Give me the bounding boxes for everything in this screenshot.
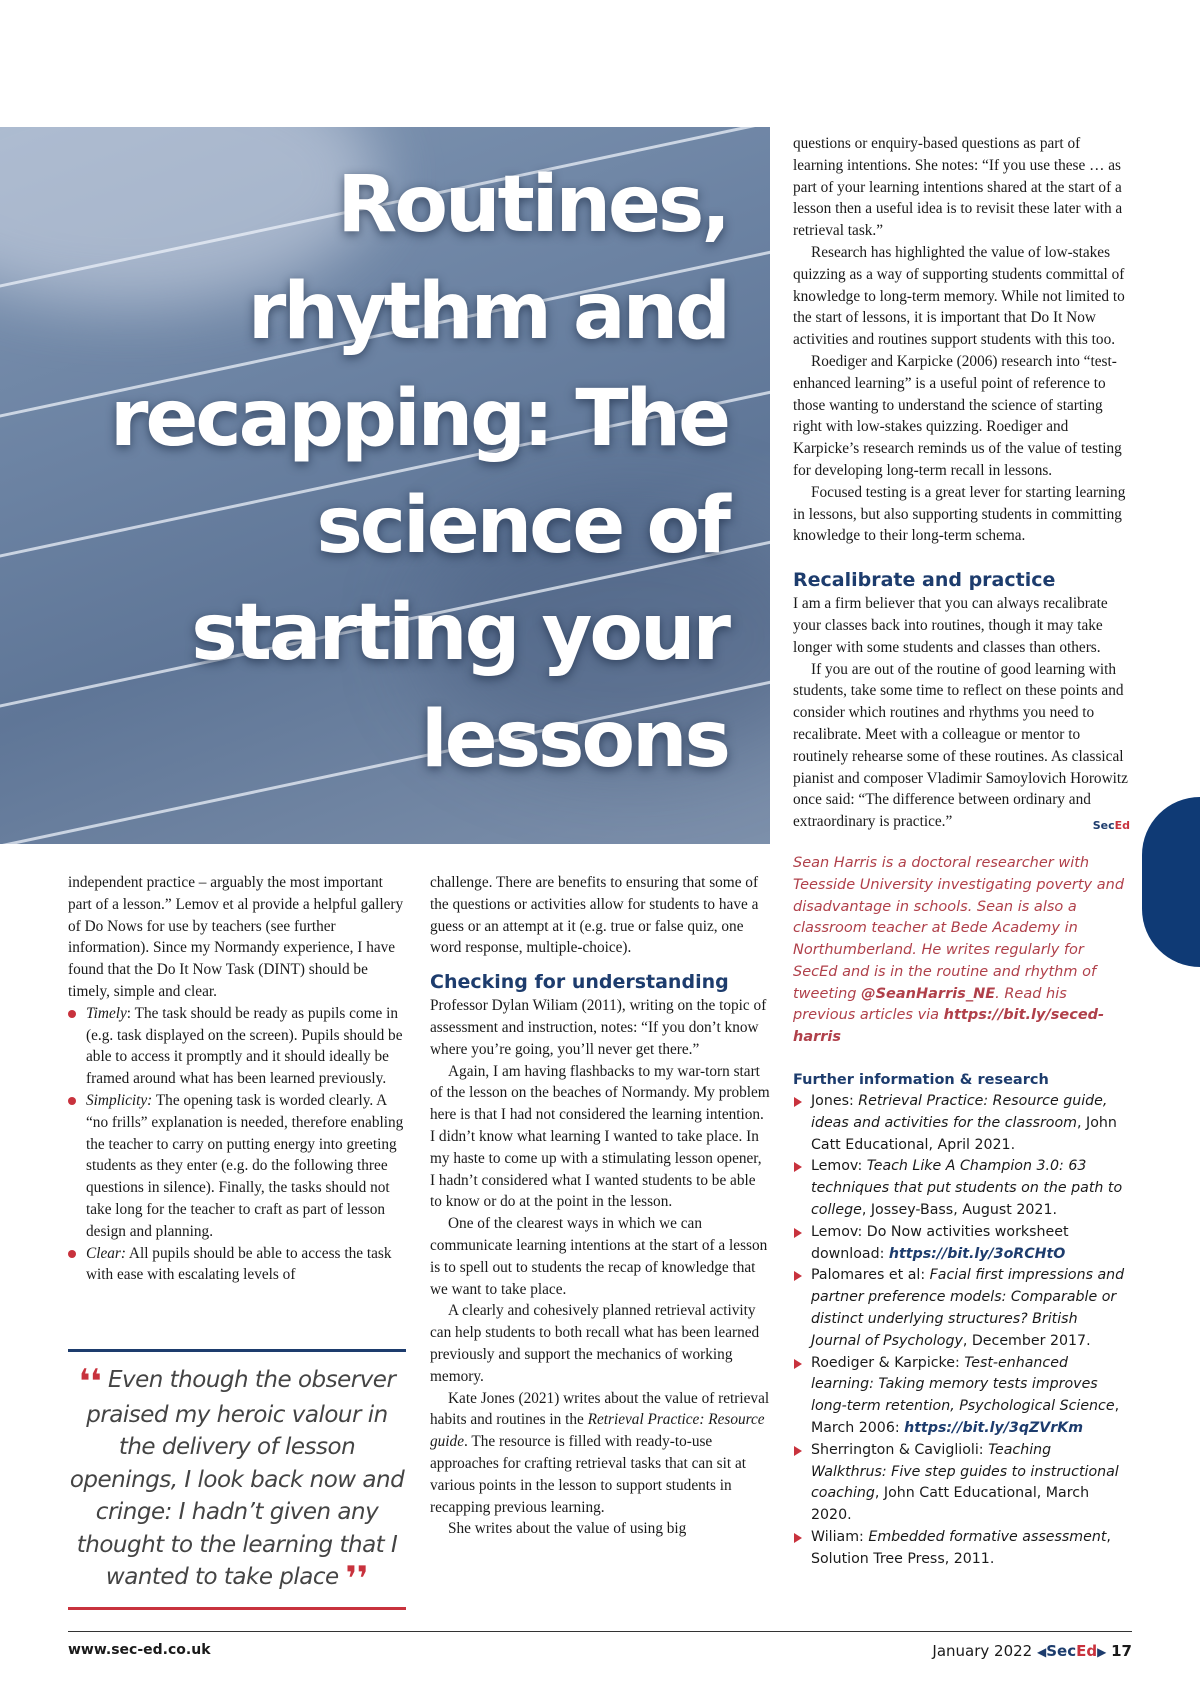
pull-quote [68, 1349, 406, 1610]
issue-date: January 2022 [932, 1642, 1033, 1660]
list-item: Lemov: Teach Like A Champion 3.0: 63 techniques that put students on the path to college, Jossey-Bass, August 2021. [793, 1156, 1130, 1221]
page-edge-tab [1142, 797, 1200, 967]
twitter-handle[interactable]: @SeanHarris_NE [861, 985, 996, 1002]
paragraph: A clearly and cohesively planned retrieval activity can help students to both recall what has been learned previously and support the mechanics of working memory. [430, 1302, 760, 1385]
paragraph: Research has highlighted the value of low-stakes quizzing as a way of supporting students committal of knowledge to long-term memory. While not limited to the start of lessons, it is important that Do It Now activities and routines support students with this too. [793, 243, 1125, 349]
open-quote-icon: ❛❛ [78, 1362, 102, 1402]
arrow-bullet-icon [794, 1271, 802, 1281]
list-item: Simplicity: The opening task is worded clearly. A “no frills” explanation is needed, therefore enabling the teacher to carry on putting energy into greeting students as they enter (e.g. do the following three questions in silence). Finally, the tasks should not take long for the teacher to craft as part of lesson design and planning. [68, 1090, 408, 1243]
list-item: Sherrington & Caviglioli: Teaching Walkthrus: Five step guides to instructional coaching, John Catt Educational, March 2020. [793, 1440, 1130, 1527]
arrow-bullet-icon [794, 1162, 802, 1172]
list-item: Clear: All pupils should be able to access the task with ease with escalating levels of [68, 1243, 408, 1287]
paragraph: Again, I am having flashbacks to my war-torn start of the lesson on the beaches of Normandy. My problem here is that I had not considered the learning intention. I didn’t know what learning I wanted to take place. In my haste to come up with a stimulating lesson opener, I hadn’t considered what I wanted students to be able to know or do at the point in the lesson. [430, 1062, 770, 1211]
paragraph: If you are out of the routine of good learning with students, take some time to reflect on these points and consider which routines and rhythms you need to recalibrate. Meet with a colleague or mentor to routinely rehearse some of these routines. As classical pianist and composer Vladimir Samoylovich Horowitz once said: “The difference between ordinary and extraordinary is practice.” SecEd [793, 659, 1130, 833]
hero-image [0, 127, 770, 844]
close-quote-icon: ❜❜ [345, 1559, 369, 1599]
left-arrow-icon: ◀ [1037, 1645, 1047, 1659]
bullet-icon [68, 1010, 76, 1018]
footer-info [932, 1642, 1132, 1660]
section-heading: Checking for understanding [430, 971, 729, 994]
right-arrow-icon: ▶ [1097, 1645, 1107, 1659]
paragraph: One of the clearest ways in which we can communicate learning intentions at the start of a lesson is to spell out to students the recap of knowledge that we want to take place. [430, 1215, 768, 1298]
dint-list [68, 1003, 408, 1286]
brand-logo: SecEd [1046, 1642, 1098, 1660]
arrow-bullet-icon [794, 1446, 802, 1456]
paragraph: I am a firm believer that you can always recalibrate your classes back into routines, though it may take longer with some students and classes than others. [793, 595, 1108, 656]
page-number: 17 [1111, 1642, 1132, 1660]
list-item: Palomares et al: Facial first impressions and partner preference models: Comparable or distinct underlying structures? British Journal of Psychology, December 2017. [793, 1265, 1130, 1352]
paragraph: Roediger and Karpicke (2006) research into “test-enhanced learning” is a useful point of reference to those wanting to understand the science of starting right with low-stakes quizzing. Roediger and Karpicke’s research reminds us of the value of testing for developing long-term recall in lessons. [793, 352, 1122, 479]
arrow-bullet-icon [794, 1533, 802, 1543]
articles-link[interactable]: https://bit.ly/seced-harris [793, 1007, 1105, 1046]
list-item: Lemov: Do Now activities worksheet download: https://bit.ly/3oRCHtO [793, 1222, 1130, 1266]
footer-url[interactable]: www.sec-ed.co.uk [68, 1642, 211, 1658]
column-2 [430, 872, 770, 1540]
quote-text: Even though the observer praised my heroic valour in the delivery of lesson openings, I look back now and cringe: I hadn’t given any thought to the learning that I wanted to take place [69, 1367, 405, 1590]
list-item: Jones: Retrieval Practice: Resource guide, ideas and activities for the classroom, John Catt Educational, April 2021. [793, 1091, 1130, 1156]
paragraph: She writes about the value of using big [448, 1520, 687, 1538]
col1-intro: independent practice – arguably the most important part of a lesson.” Lemov et al provide a helpful gallery of Do Nows for use by teachers (see further information). Since my Normandy experience, I have found that the Do It Now Task (DINT) should be timely, simple and clear. [68, 874, 404, 1000]
bullet-icon [68, 1097, 76, 1105]
paragraph: Professor Dylan Wiliam (2011), writing on the topic of assessment and instruction, notes: “If you don’t know where you’re going, you’ll never get there.” [430, 997, 767, 1058]
article-title: Routines, rhythm and recapping: The science of starting your lessons [110, 160, 728, 785]
author-bio: Sean Harris is a doctoral researcher with Teesside University investigating poverty and disadvantage in schools. Sean is also a classroom teacher at Bede Academy in Northumberland. He writes regularly for SecEd and is in the routine and rhythm of tweeting @SeanHarris_NE. Read his previous articles via https://bit.ly/seced-harris [793, 854, 1125, 1046]
paragraph: Kate Jones (2021) writes about the value of retrieval habits and routines in the Retrieval Practice: Resource guide. The resource is filled with ready-to-use approaches for crafting retrieval tasks that can sit at various points in the lesson to support students in recapping previous learning. [430, 1389, 770, 1516]
arrow-bullet-icon [794, 1359, 802, 1369]
column-3 [793, 133, 1130, 1571]
column-1 [68, 872, 408, 1286]
list-item: Wiliam: Embedded formative assessment, Solution Tree Press, 2011. [793, 1527, 1130, 1571]
paragraph: Focused testing is a great lever for starting learning in lessons, but also supporting students in committing knowledge to their long-term schema. [793, 483, 1126, 545]
list-item: Timely: The task should be ready as pupils come in (e.g. task displayed on the screen). Pupils should be able to access it promptly and it should ideally be framed around what has been learned previously. [68, 1003, 408, 1090]
paragraph: questions or enquiry-based questions as part of learning intentions. She notes: “If you use these … as part of your learning intentions shared at the start of a lesson then a useful idea is to revisit these later with a retrieval task.” [793, 135, 1123, 240]
reference-link[interactable]: https://bit.ly/3oRCHtO [888, 1245, 1066, 1262]
seced-end-mark: SecEd [1092, 819, 1130, 833]
reference-list [793, 1091, 1130, 1571]
arrow-bullet-icon [794, 1097, 802, 1107]
paragraph: challenge. There are benefits to ensuring that some of the questions or activities allow for students to have a guess or an attempt at it (e.g. true or false quiz, one word response, multiple-choice). [430, 874, 759, 957]
list-item: Roediger & Karpicke: Test-enhanced learning: Taking memory tests improves long-term retention, Psychological Science, March 2006: https://bit.ly/3qZVrKm [793, 1353, 1130, 1440]
further-info-heading: Further information & research [793, 1072, 1049, 1089]
footer-divider [68, 1631, 1132, 1632]
section-heading: Recalibrate and practice [793, 569, 1056, 592]
reference-link[interactable]: https://bit.ly/3qZVrKm [904, 1420, 1084, 1437]
bullet-icon [68, 1250, 76, 1258]
arrow-bullet-icon [794, 1228, 802, 1238]
